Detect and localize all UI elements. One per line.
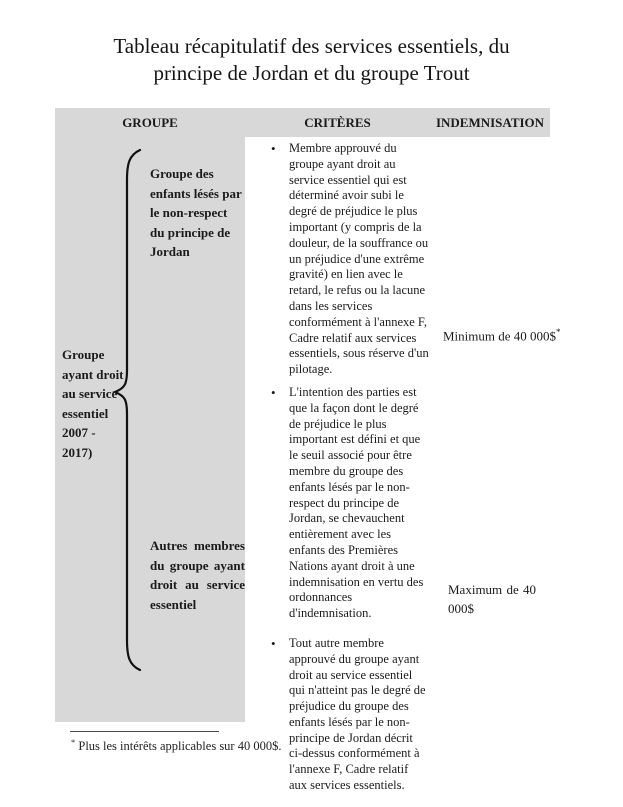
groupe-cell xyxy=(55,137,245,722)
table-header-row xyxy=(55,108,550,137)
subgroup-jordan-label: Groupe des enfants lésés par le non-respect du principe de Jordan xyxy=(150,166,242,259)
indemnisation-minimum xyxy=(443,327,561,344)
criteres-bullet-3-text: Tout autre membre approuvé du groupe ayant droit au service essentiel qui n'atteint pas le degré de préjudice du groupe des enfants lésés par le non-principe de Jordan décrit ci-dessus conformément à l'annexe F, Cadre relatif aux services essentiels. xyxy=(289,635,426,793)
column-header-groupe: GROUPE xyxy=(122,114,178,130)
subgroup-autres-label: Autres membres du groupe ayant droit au service essentiel xyxy=(150,538,245,612)
column-header-indemnisation: INDEMNISATION xyxy=(435,114,545,130)
indemnisation-cell xyxy=(430,137,561,801)
page-title-line-1: Tableau récapitulatif des services essentiels, du xyxy=(113,34,510,58)
criteres-bullet-2 xyxy=(245,385,430,622)
criteres-bullet-2-text: L'intention des parties est que la façon dont le degré de préjudice le plus important est défini et que le seuil associé pour être membre du groupe des enfants lésés par le non-respect du principe de Jordan, se chevauchent entièrement avec les enfants des Premières Nations ayant droit à une indemnisation en vertu des ordonnances d'indemnisation. xyxy=(289,384,424,621)
criteres-bullet-1 xyxy=(245,141,430,378)
indemnisation-maximum: Maximum de 40 000$ xyxy=(448,582,536,616)
criteres-cell xyxy=(245,137,430,801)
footnote-reference-marker: * xyxy=(556,327,561,337)
column-header-criteres: CRITÈRES xyxy=(304,114,371,130)
footnote-marker: * xyxy=(71,737,76,747)
page-title xyxy=(0,33,623,87)
table-body xyxy=(55,137,561,801)
indemnisation-minimum-text: Minimum de 40 000$ xyxy=(443,328,557,344)
bullet-icon: • xyxy=(271,635,276,651)
page-title-line-2: principe de Jordan et du groupe Trout xyxy=(153,61,470,85)
footnote-text: Plus les intérêts applicables sur 40 000$. xyxy=(78,739,282,754)
bullet-icon: • xyxy=(271,141,276,156)
bullet-icon: • xyxy=(271,384,276,400)
summary-table xyxy=(55,108,561,801)
groupe-main-label: Groupe ayant droit au service essentiel 2007 - 2017) xyxy=(62,347,124,460)
footnote-separator xyxy=(70,731,219,732)
criteres-bullet-1-text: Membre approuvé du groupe ayant droit au service essentiel qui est déterminé avoir subi le degré de préjudice le plus important (y compris de la douleur, de la souffrance ou un préjudice d'une extrême gravité) en lien avec le retard, le refus ou la lacune dans les services conformément à l'annexe F, Cadre relatif aux services essentiels, sous réserve d'un pilotage. xyxy=(289,141,429,377)
footnote xyxy=(71,737,281,754)
criteres-bullet-3 xyxy=(245,636,430,794)
